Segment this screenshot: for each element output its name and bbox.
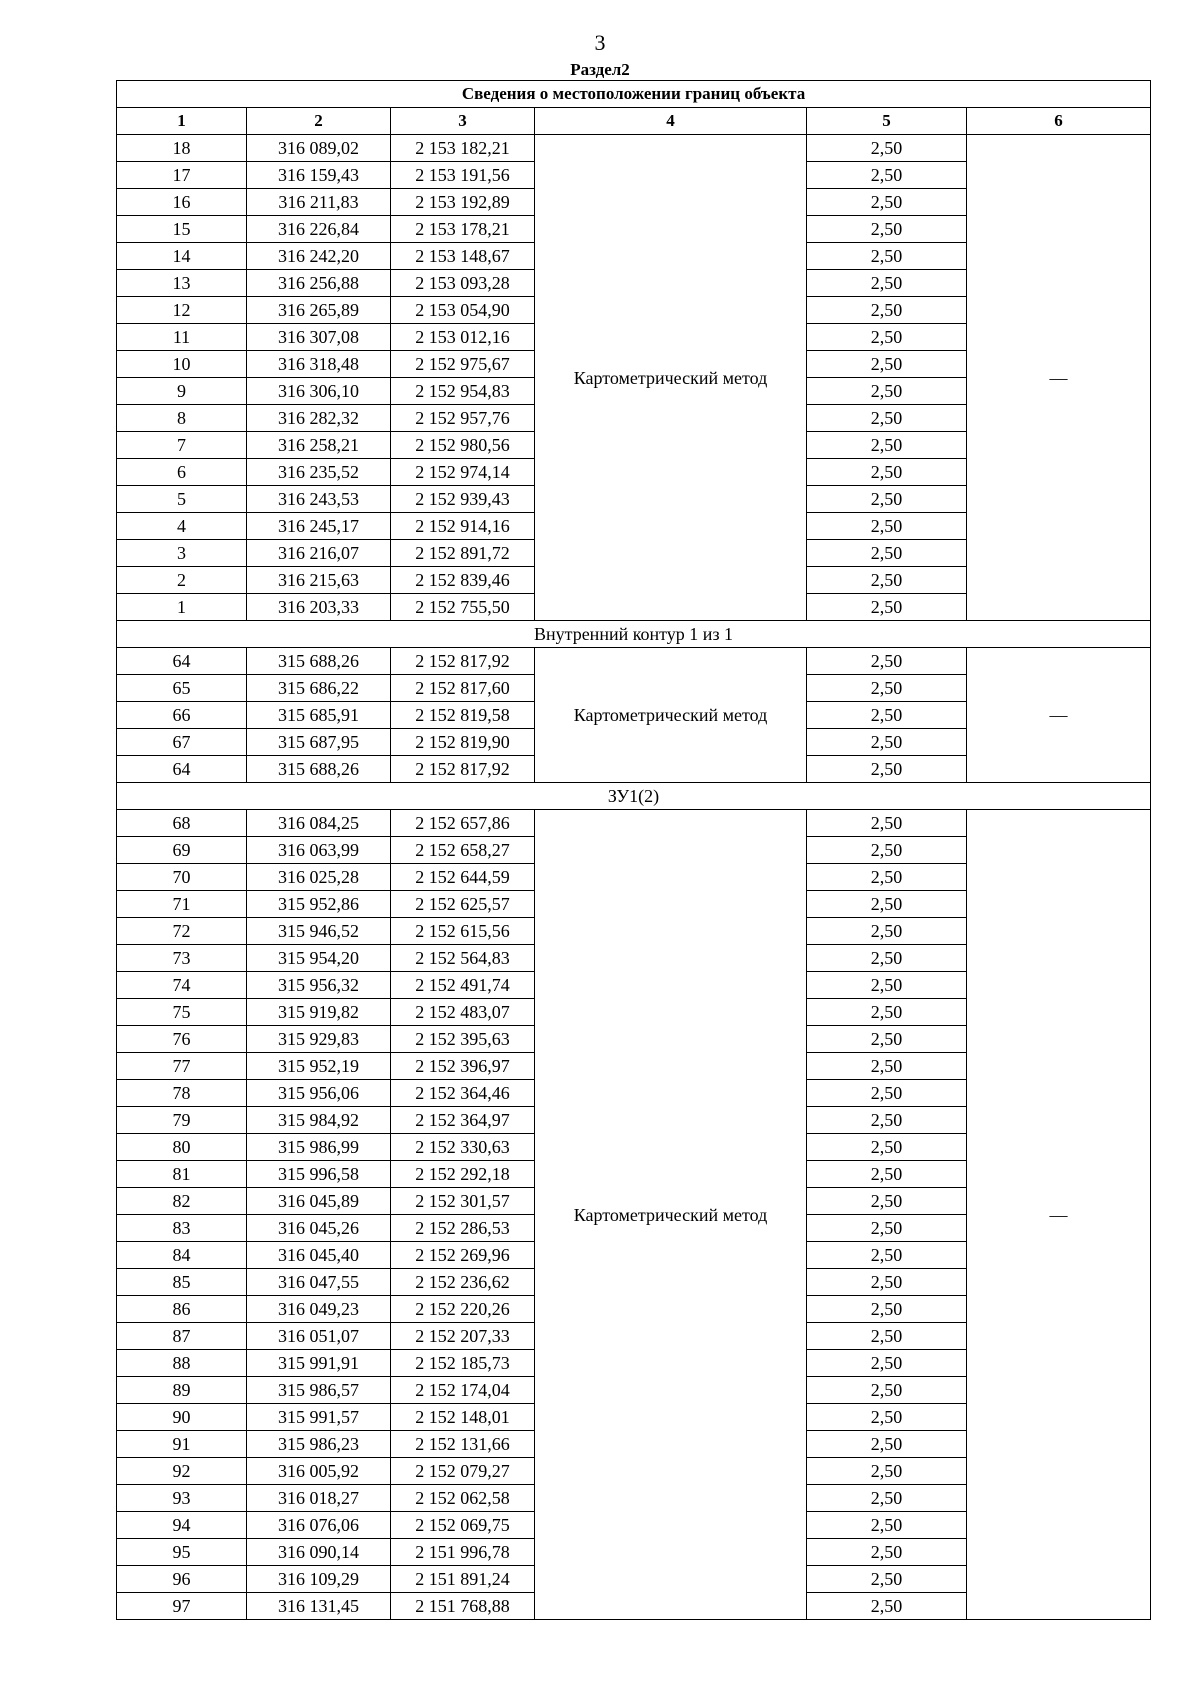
column-header: 1 (117, 108, 247, 135)
coordinate-x: 316 256,88 (247, 270, 391, 297)
coordinate-y: 2 152 657,86 (391, 810, 535, 837)
coordinate-x: 316 084,25 (247, 810, 391, 837)
accuracy-cell: 2,50 (807, 270, 967, 297)
coordinate-y: 2 152 819,90 (391, 729, 535, 756)
coordinate-x: 315 954,20 (247, 945, 391, 972)
coordinate-x: 316 025,28 (247, 864, 391, 891)
point-number: 67 (117, 729, 247, 756)
coordinate-x: 316 159,43 (247, 162, 391, 189)
point-number: 16 (117, 189, 247, 216)
accuracy-cell: 2,50 (807, 1539, 967, 1566)
point-number: 97 (117, 1593, 247, 1620)
coordinate-y: 2 152 957,76 (391, 405, 535, 432)
point-number: 18 (117, 135, 247, 162)
coordinate-y: 2 152 207,33 (391, 1323, 535, 1350)
table-caption: Сведения о местоположении границ объекта (117, 81, 1151, 108)
accuracy-cell: 2,50 (807, 648, 967, 675)
point-number: 1 (117, 594, 247, 621)
coordinate-x: 315 687,95 (247, 729, 391, 756)
coordinate-y: 2 152 069,75 (391, 1512, 535, 1539)
coordinate-x: 316 089,02 (247, 135, 391, 162)
point-number: 96 (117, 1566, 247, 1593)
point-number: 70 (117, 864, 247, 891)
accuracy-cell: 2,50 (807, 216, 967, 243)
accuracy-cell: 2,50 (807, 1485, 967, 1512)
column-header: 4 (535, 108, 807, 135)
coordinate-y: 2 152 839,46 (391, 567, 535, 594)
coordinate-x: 315 986,99 (247, 1134, 391, 1161)
point-number: 10 (117, 351, 247, 378)
point-number: 82 (117, 1188, 247, 1215)
coordinate-x: 316 131,45 (247, 1593, 391, 1620)
coordinate-x: 316 049,23 (247, 1296, 391, 1323)
table-body (117, 135, 1151, 1620)
point-number: 83 (117, 1215, 247, 1242)
point-number: 86 (117, 1296, 247, 1323)
coordinate-y: 2 151 996,78 (391, 1539, 535, 1566)
accuracy-cell: 2,50 (807, 702, 967, 729)
accuracy-cell: 2,50 (807, 1350, 967, 1377)
coordinate-y: 2 152 062,58 (391, 1485, 535, 1512)
coordinate-y: 2 151 891,24 (391, 1566, 535, 1593)
coordinate-x: 315 986,23 (247, 1431, 391, 1458)
coordinate-x: 315 919,82 (247, 999, 391, 1026)
coordinate-y: 2 153 012,16 (391, 324, 535, 351)
coordinate-y: 2 152 330,63 (391, 1134, 535, 1161)
coordinate-y: 2 152 564,83 (391, 945, 535, 972)
table-caption-row (117, 81, 1151, 108)
coordinate-x: 316 076,06 (247, 1512, 391, 1539)
accuracy-cell: 2,50 (807, 459, 967, 486)
coordinate-x: 316 063,99 (247, 837, 391, 864)
coordinate-x: 315 986,57 (247, 1377, 391, 1404)
coordinate-y: 2 153 093,28 (391, 270, 535, 297)
coordinate-y: 2 152 819,58 (391, 702, 535, 729)
accuracy-cell: 2,50 (807, 1242, 967, 1269)
coordinate-y: 2 152 914,16 (391, 513, 535, 540)
coordinate-x: 316 045,26 (247, 1215, 391, 1242)
point-number: 12 (117, 297, 247, 324)
accuracy-cell: 2,50 (807, 594, 967, 621)
coordinate-y: 2 152 131,66 (391, 1431, 535, 1458)
point-number: 9 (117, 378, 247, 405)
coordinate-y: 2 152 491,74 (391, 972, 535, 999)
accuracy-cell: 2,50 (807, 1107, 967, 1134)
coordinate-y: 2 152 148,01 (391, 1404, 535, 1431)
coordinate-y: 2 152 891,72 (391, 540, 535, 567)
table-row (117, 135, 1151, 162)
boundary-coordinates-table (116, 80, 1151, 1620)
accuracy-cell: 2,50 (807, 918, 967, 945)
accuracy-cell: 2,50 (807, 1026, 967, 1053)
coordinate-y: 2 152 236,62 (391, 1269, 535, 1296)
coordinate-x: 316 005,92 (247, 1458, 391, 1485)
point-number: 81 (117, 1161, 247, 1188)
accuracy-cell: 2,50 (807, 351, 967, 378)
section-title: Раздел2 (570, 60, 630, 79)
coordinate-y: 2 152 364,97 (391, 1107, 535, 1134)
coordinate-x: 315 686,22 (247, 675, 391, 702)
coordinate-x: 315 956,06 (247, 1080, 391, 1107)
coordinate-x: 316 215,63 (247, 567, 391, 594)
point-number: 13 (117, 270, 247, 297)
point-number: 4 (117, 513, 247, 540)
point-number: 69 (117, 837, 247, 864)
point-number: 7 (117, 432, 247, 459)
accuracy-cell: 2,50 (807, 432, 967, 459)
accuracy-cell: 2,50 (807, 378, 967, 405)
point-number: 75 (117, 999, 247, 1026)
point-number: 76 (117, 1026, 247, 1053)
point-number: 6 (117, 459, 247, 486)
column-6-cell: — (967, 135, 1151, 621)
accuracy-cell: 2,50 (807, 540, 967, 567)
contour-header-row (117, 783, 1151, 810)
accuracy-cell: 2,50 (807, 1161, 967, 1188)
point-number: 68 (117, 810, 247, 837)
coordinate-y: 2 152 975,67 (391, 351, 535, 378)
accuracy-cell: 2,50 (807, 945, 967, 972)
accuracy-cell: 2,50 (807, 1215, 967, 1242)
accuracy-cell: 2,50 (807, 324, 967, 351)
point-number: 3 (117, 540, 247, 567)
accuracy-cell: 2,50 (807, 567, 967, 594)
coordinate-x: 315 952,19 (247, 1053, 391, 1080)
coordinate-x: 315 688,26 (247, 648, 391, 675)
point-number: 15 (117, 216, 247, 243)
coordinate-y: 2 152 483,07 (391, 999, 535, 1026)
point-number: 73 (117, 945, 247, 972)
coordinate-y: 2 151 768,88 (391, 1593, 535, 1620)
coordinate-x: 316 265,89 (247, 297, 391, 324)
accuracy-cell: 2,50 (807, 297, 967, 324)
coordinate-x: 316 045,40 (247, 1242, 391, 1269)
coordinate-x: 316 109,29 (247, 1566, 391, 1593)
accuracy-cell: 2,50 (807, 891, 967, 918)
accuracy-cell: 2,50 (807, 1566, 967, 1593)
coordinate-y: 2 152 185,73 (391, 1350, 535, 1377)
coordinate-x: 315 929,83 (247, 1026, 391, 1053)
accuracy-cell: 2,50 (807, 1431, 967, 1458)
method-cell: Картометрический метод (535, 810, 807, 1620)
coordinate-y: 2 153 054,90 (391, 297, 535, 324)
coordinate-y: 2 152 269,96 (391, 1242, 535, 1269)
coordinate-y: 2 152 364,46 (391, 1080, 535, 1107)
accuracy-cell: 2,50 (807, 1377, 967, 1404)
coordinate-x: 316 051,07 (247, 1323, 391, 1350)
point-number: 88 (117, 1350, 247, 1377)
point-number: 17 (117, 162, 247, 189)
coordinate-y: 2 152 079,27 (391, 1458, 535, 1485)
coordinate-y: 2 153 192,89 (391, 189, 535, 216)
coordinate-y: 2 153 148,67 (391, 243, 535, 270)
coordinate-x: 315 984,92 (247, 1107, 391, 1134)
point-number: 71 (117, 891, 247, 918)
accuracy-cell: 2,50 (807, 1269, 967, 1296)
point-number: 95 (117, 1539, 247, 1566)
point-number: 65 (117, 675, 247, 702)
coordinate-x: 316 047,55 (247, 1269, 391, 1296)
contour-header-row (117, 621, 1151, 648)
coordinate-y: 2 152 286,53 (391, 1215, 535, 1242)
accuracy-cell: 2,50 (807, 243, 967, 270)
coordinate-x: 315 685,91 (247, 702, 391, 729)
method-cell: Картометрический метод (535, 648, 807, 783)
accuracy-cell: 2,50 (807, 1512, 967, 1539)
coordinate-x: 316 090,14 (247, 1539, 391, 1566)
column-header: 5 (807, 108, 967, 135)
accuracy-cell: 2,50 (807, 1080, 967, 1107)
column-6-cell: — (967, 648, 1151, 783)
accuracy-cell: 2,50 (807, 1053, 967, 1080)
coordinate-x: 316 318,48 (247, 351, 391, 378)
coordinate-y: 2 152 174,04 (391, 1377, 535, 1404)
point-number: 11 (117, 324, 247, 351)
coordinate-x: 316 235,52 (247, 459, 391, 486)
point-number: 94 (117, 1512, 247, 1539)
coordinate-y: 2 152 817,60 (391, 675, 535, 702)
point-number: 74 (117, 972, 247, 999)
coordinate-y: 2 152 939,43 (391, 486, 535, 513)
accuracy-cell: 2,50 (807, 486, 967, 513)
coordinate-y: 2 152 954,83 (391, 378, 535, 405)
point-number: 89 (117, 1377, 247, 1404)
coordinate-y: 2 152 395,63 (391, 1026, 535, 1053)
coordinate-y: 2 152 817,92 (391, 648, 535, 675)
coordinate-y: 2 152 974,14 (391, 459, 535, 486)
accuracy-cell: 2,50 (807, 189, 967, 216)
coordinate-x: 315 952,86 (247, 891, 391, 918)
coordinate-y: 2 152 658,27 (391, 837, 535, 864)
coordinate-x: 316 203,33 (247, 594, 391, 621)
point-number: 80 (117, 1134, 247, 1161)
point-number: 91 (117, 1431, 247, 1458)
coordinate-x: 316 243,53 (247, 486, 391, 513)
point-number: 79 (117, 1107, 247, 1134)
coordinate-x: 315 946,52 (247, 918, 391, 945)
coordinate-x: 316 226,84 (247, 216, 391, 243)
point-number: 85 (117, 1269, 247, 1296)
accuracy-cell: 2,50 (807, 864, 967, 891)
contour-header: ЗУ1(2) (117, 783, 1151, 810)
page-number: 3 (594, 30, 606, 55)
point-number: 93 (117, 1485, 247, 1512)
accuracy-cell: 2,50 (807, 999, 967, 1026)
accuracy-cell: 2,50 (807, 972, 967, 999)
coordinate-y: 2 152 755,50 (391, 594, 535, 621)
column-number-row (117, 108, 1151, 135)
coordinate-y: 2 152 980,56 (391, 432, 535, 459)
table-row (117, 810, 1151, 837)
coordinate-x: 316 211,83 (247, 189, 391, 216)
accuracy-cell: 2,50 (807, 135, 967, 162)
accuracy-cell: 2,50 (807, 675, 967, 702)
accuracy-cell: 2,50 (807, 1458, 967, 1485)
coordinate-y: 2 152 301,57 (391, 1188, 535, 1215)
coordinate-x: 316 216,07 (247, 540, 391, 567)
column-header: 3 (391, 108, 535, 135)
coordinate-x: 315 991,57 (247, 1404, 391, 1431)
point-number: 92 (117, 1458, 247, 1485)
point-number: 66 (117, 702, 247, 729)
accuracy-cell: 2,50 (807, 513, 967, 540)
contour-header: Внутренний контур 1 из 1 (117, 621, 1151, 648)
coordinate-y: 2 152 625,57 (391, 891, 535, 918)
accuracy-cell: 2,50 (807, 1134, 967, 1161)
coordinate-y: 2 152 644,59 (391, 864, 535, 891)
coordinate-y: 2 153 178,21 (391, 216, 535, 243)
accuracy-cell: 2,50 (807, 1296, 967, 1323)
coordinate-x: 316 242,20 (247, 243, 391, 270)
coordinate-y: 2 152 220,26 (391, 1296, 535, 1323)
accuracy-cell: 2,50 (807, 162, 967, 189)
coordinate-x: 316 307,08 (247, 324, 391, 351)
coordinate-x: 316 258,21 (247, 432, 391, 459)
accuracy-cell: 2,50 (807, 1404, 967, 1431)
column-header: 2 (247, 108, 391, 135)
coordinate-y: 2 153 182,21 (391, 135, 535, 162)
accuracy-cell: 2,50 (807, 405, 967, 432)
coordinate-x: 315 956,32 (247, 972, 391, 999)
accuracy-cell: 2,50 (807, 729, 967, 756)
coordinate-x: 315 996,58 (247, 1161, 391, 1188)
coordinate-y: 2 152 292,18 (391, 1161, 535, 1188)
coordinate-x: 316 306,10 (247, 378, 391, 405)
point-number: 8 (117, 405, 247, 432)
table-row (117, 648, 1151, 675)
accuracy-cell: 2,50 (807, 756, 967, 783)
coordinate-x: 316 245,17 (247, 513, 391, 540)
coordinate-y: 2 152 615,56 (391, 918, 535, 945)
coordinate-y: 2 152 817,92 (391, 756, 535, 783)
accuracy-cell: 2,50 (807, 1188, 967, 1215)
coordinate-y: 2 152 396,97 (391, 1053, 535, 1080)
method-cell: Картометрический метод (535, 135, 807, 621)
coordinate-x: 316 045,89 (247, 1188, 391, 1215)
point-number: 84 (117, 1242, 247, 1269)
point-number: 78 (117, 1080, 247, 1107)
point-number: 72 (117, 918, 247, 945)
point-number: 77 (117, 1053, 247, 1080)
column-header: 6 (967, 108, 1151, 135)
accuracy-cell: 2,50 (807, 1593, 967, 1620)
point-number: 87 (117, 1323, 247, 1350)
coordinate-x: 315 688,26 (247, 756, 391, 783)
point-number: 14 (117, 243, 247, 270)
coordinate-x: 315 991,91 (247, 1350, 391, 1377)
accuracy-cell: 2,50 (807, 837, 967, 864)
point-number: 90 (117, 1404, 247, 1431)
coordinate-x: 316 282,32 (247, 405, 391, 432)
column-6-cell: — (967, 810, 1151, 1620)
point-number: 64 (117, 648, 247, 675)
point-number: 64 (117, 756, 247, 783)
point-number: 2 (117, 567, 247, 594)
accuracy-cell: 2,50 (807, 810, 967, 837)
accuracy-cell: 2,50 (807, 1323, 967, 1350)
coordinate-y: 2 153 191,56 (391, 162, 535, 189)
point-number: 5 (117, 486, 247, 513)
coordinate-x: 316 018,27 (247, 1485, 391, 1512)
